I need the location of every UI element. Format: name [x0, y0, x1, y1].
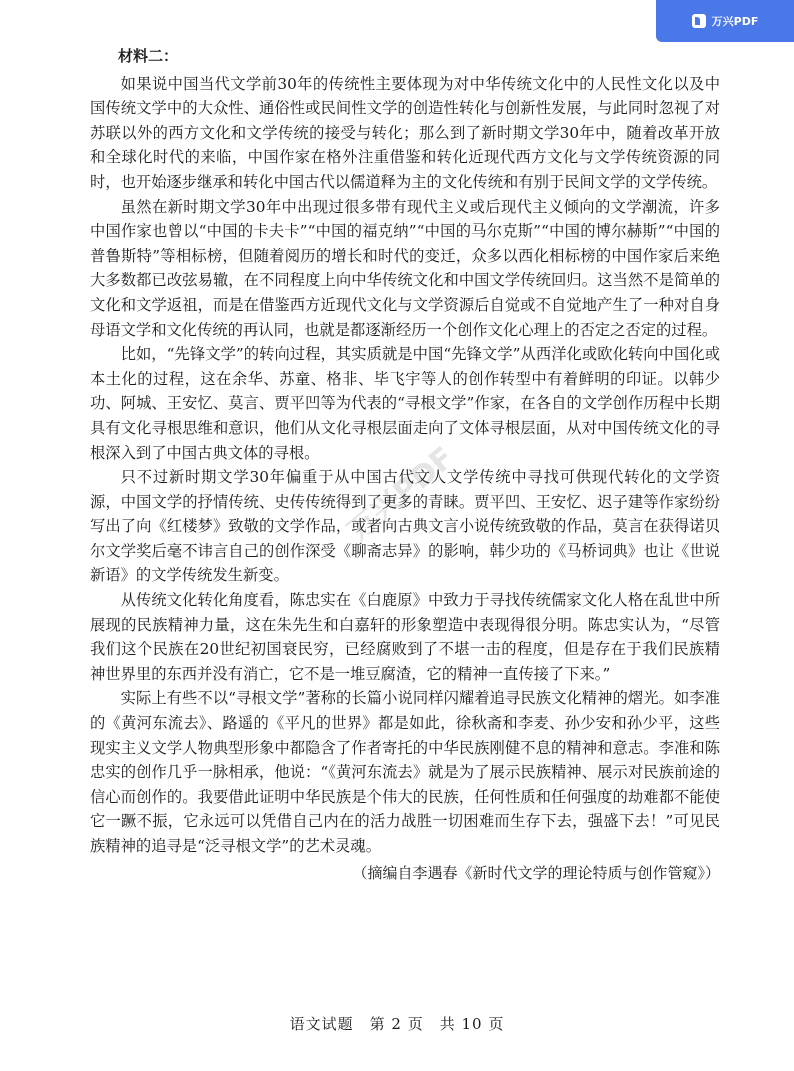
badge-label: 万兴PDF: [711, 15, 759, 28]
pdf-logo-icon: [692, 14, 706, 28]
page-footer: 语文试题 第 2 页 共 10 页: [289, 1015, 505, 1033]
paragraph-6: 实际上有些不以“寻根文学”著称的长篇小说同样闪耀着追寻民族文化精神的熠光。如李准的《黄河东流去》、路遥的《平凡的世界》都是如此，徐秋斋和李麦、孙少安和孙少平，这些现实主义文学人物典型形象中都隐含了作者寄托的中华民族刚健不息的精神和意志。李准和陈忠实的创作几乎一脉相承，他说：“《黄河东流去》就是为了展示民族精神、展示对民族前途的信心而创作的。我要借此证明中华民族是个伟大的民族，任何性质和任何强度的劫难都不能使它一蹶不振，它永远可以凭借自己内在的活力战胜一切困难而生存下去，强盛下去！”可见民族精神的追寻是“泛寻根文学”的艺术灵魂。: [90, 689, 720, 855]
section-title: 材料二：: [118, 47, 179, 65]
paragraph-3: 比如，“先锋文学”的转向过程，其实质就是中国“先锋文学”从西洋化或欧化转向中国化或本土化的过程，这在余华、苏童、格非、毕飞宇等人的创作转型中有着鲜明的印证。以韩少功、阿城、王安忆、莫言、贾平凹等为代表的“寻根文学”作家，在各自的文学创作历程中长期具有文化寻根思维和意识，他们从文化寻根层面走向了文体寻根层面，从对中国传统文化的寻根深入到了中国古典文体的寻根。: [90, 345, 720, 462]
source-citation: （摘编自李遇春《新时代文学的理论特质与创作管窥》）: [352, 863, 720, 882]
watermark: 万兴PDF: [340, 440, 461, 550]
wanxing-pdf-badge[interactable]: [656, 0, 794, 42]
paragraph-4: 只不过新时期文学30年偏重于从中国古代文人文学传统中寻找可供现代转化的文学资源，中国文学的抒情传统、史传传统得到了更多的青睐。贾平凹、王安忆、迟子建等作家纷纷写出了向《红楼梦》致敬的文学作品，或者向古典文言小说传统致敬的作品，莫言在获得诺贝尔文学奖后毫不讳言自己的创作深受《聊斋志异》的影响，韩少功的《马桥词典》也让《世说新语》的文学传统发生新变。: [90, 468, 720, 585]
paragraph-1: 如果说中国当代文学前30年的传统性主要体现为对中华传统文化中的人民性文化以及中国传统文学中的大众性、通俗性或民间性文学的创造性转化与创新性发展，与此同时忽视了对苏联以外的西方文化和文学传统的接受与转化；那么到了新时期文学30年中，随着改革开放和全球化时代的来临，中国作家在格外注重借鉴和转化近现代西方文化与文学传统资源的同时，也开始逐步继承和转化中国古代以儒道释为主的文化传统和有别于民间文学的文学传统。: [90, 74, 720, 191]
paragraph-5: 从传统文化转化角度看，陈忠实在《白鹿原》中致力于寻找传统儒家文化人格在乱世中所展现的民族精神力量，这在朱先生和白嘉轩的形象塑造中表现得很分明。陈忠实认为，“尽管我们这个民族在20世纪初国衰民穷，已经腐败到了不堪一击的程度，但是存在于我们民族精神世界里的东西并没有消亡，它不是一堆豆腐渣，它的精神一直传接了下来。”: [90, 591, 720, 683]
document-body: [90, 44, 720, 885]
paragraph-2: 虽然在新时期文学30年中出现过很多带有现代主义或后现代主义倾向的文学潮流，许多中国作家也曾以“中国的卡夫卡”“中国的福克纳”“中国的马尔克斯”“中国的博尔赫斯”“中国的普鲁斯特”等相标榜，但随着阅历的增长和时代的变迁，众多以西化相标榜的中国作家后来绝大多数都已改弦易辙，在不同程度上向中华传统文化和中国文学传统回归。这当然不是简单的文化和文学返祖，而是在借鉴西方近现代文化与文学资源后自觉或不自觉地产生了一种对自身母语文学和文化传统的再认同，也就是都逐渐经历一个创作文化心理上的否定之否定的过程。: [90, 197, 720, 339]
